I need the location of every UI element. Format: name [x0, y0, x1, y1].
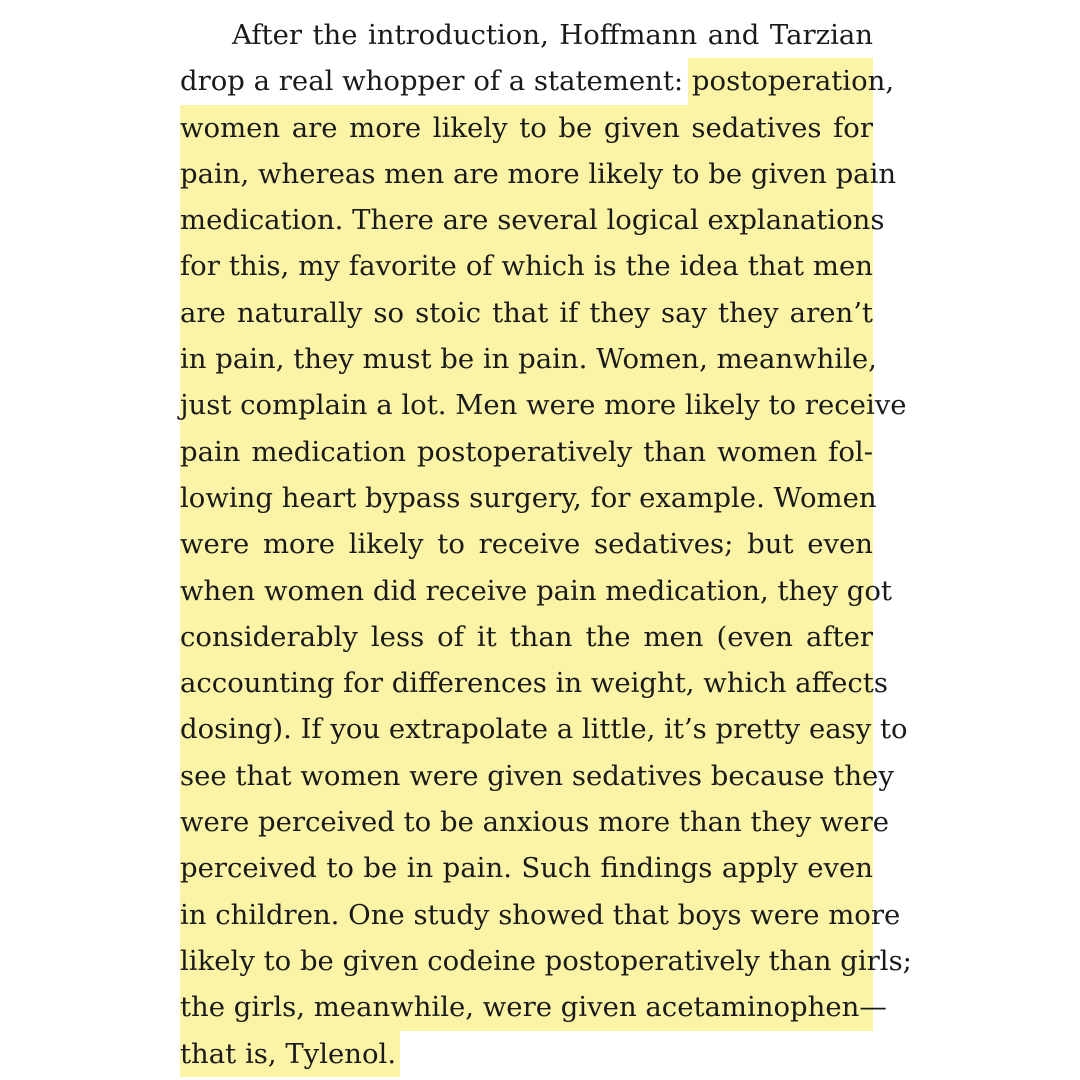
text-line-inner [180, 58, 895, 104]
text-line [180, 429, 873, 475]
text-line-inner [180, 614, 873, 660]
text-line-inner [180, 1031, 396, 1077]
text-line-inner [180, 151, 897, 197]
text-line [180, 105, 873, 151]
text-line-inner [180, 243, 873, 289]
text-line-content: accounting for differences in weight, which affects [180, 667, 888, 700]
text-line [180, 521, 873, 567]
text-line-inner [180, 660, 888, 706]
text-line-inner [180, 799, 890, 845]
text-line [180, 58, 895, 104]
text-line-inner [180, 892, 901, 938]
text-line [180, 892, 901, 938]
text-line-content: pain, whereas men are more likely to be given pain [180, 157, 897, 190]
text-line-inner [180, 938, 912, 984]
text-line [180, 753, 894, 799]
text-line-content: lowing heart bypass surgery, for example. Women [180, 481, 877, 514]
text-line [180, 151, 897, 197]
text-line-content: pain medication postoperatively than women fol- [180, 435, 873, 468]
text-line-content: are naturally so stoic that if they say they aren’t [180, 296, 873, 329]
text-line-content: were perceived to be anxious more than they were [180, 806, 890, 839]
text-line-content: considerably less of it than the men (even after [180, 620, 873, 653]
text-line [180, 243, 873, 289]
text-line-inner [180, 984, 887, 1030]
text-line [180, 568, 892, 614]
text-line-content: just complain a lot. Men were more likely to receive [180, 389, 907, 422]
text-line [180, 845, 873, 891]
text-line-content: dosing). If you extrapolate a little, it’s pretty easy to [180, 713, 908, 746]
text-line-content: for this, my favorite of which is the idea that men [180, 250, 873, 283]
text-line-inner [180, 197, 885, 243]
text-line-content: that is, Tylenol. [180, 1037, 397, 1070]
text-line-content: the girls, meanwhile, were given acetaminophen— [180, 991, 887, 1024]
text-line-content: were more likely to receive sedatives; but even [180, 528, 873, 561]
text-line-inner [180, 845, 873, 891]
text-line-content: medication. There are several logical explanations [180, 204, 885, 237]
text-line [180, 799, 890, 845]
text-line-inner [180, 521, 873, 567]
text-line-inner [180, 568, 892, 614]
text-line-inner [180, 336, 877, 382]
text-line [180, 475, 877, 521]
text-line-content: see that women were given sedatives because they [180, 759, 894, 792]
text-line [180, 12, 873, 58]
text-line [180, 984, 887, 1030]
text-line-inner [180, 475, 877, 521]
text-line [180, 290, 873, 336]
text-line [180, 660, 888, 706]
text-line [180, 1031, 873, 1077]
text-line-inner [180, 753, 894, 799]
text-line-content: in pain, they must be in pain. Women, meanwhile, [180, 343, 877, 376]
text-line-content: when women did receive pain medication, they got [180, 574, 892, 607]
text-line [180, 938, 912, 984]
text-line-inner [180, 706, 908, 752]
text-line [180, 382, 907, 428]
text-line-content: women are more likely to be given sedatives for [180, 111, 873, 144]
text-line-inner [180, 290, 873, 336]
passage-text[interactable] [180, 12, 912, 1077]
text-line-inner [180, 382, 907, 428]
text-line [180, 197, 885, 243]
text-line-inner [232, 12, 873, 58]
text-line-content: in children. One study showed that boys were more [180, 898, 901, 931]
text-line-inner [180, 105, 873, 151]
text-line-content: After the introduction, Hoffmann and Tarzian [232, 19, 873, 51]
text-line-content: likely to be given codeine postoperatively than girls; [180, 944, 912, 977]
text-line-content: drop a real whopper of a statement: postoperation, [180, 65, 895, 98]
text-line [180, 706, 908, 752]
text-line [180, 614, 873, 660]
text-line [180, 336, 877, 382]
text-line-inner [180, 429, 873, 475]
text-line-content: perceived to be in pain. Such findings apply even [180, 852, 873, 885]
